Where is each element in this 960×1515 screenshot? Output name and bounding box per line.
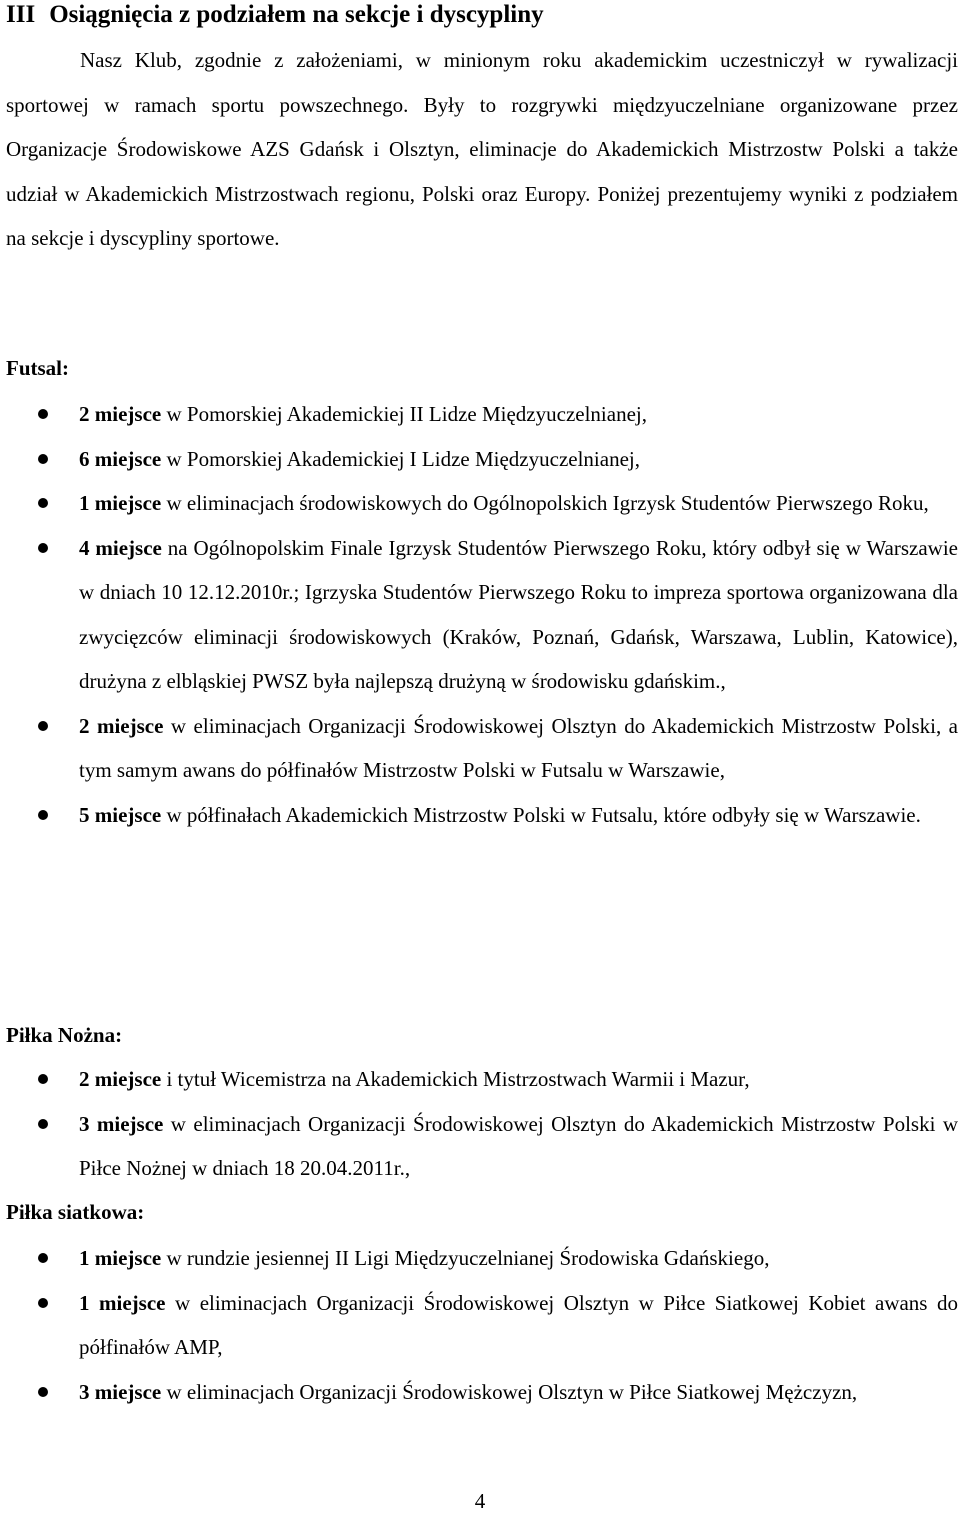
list-item — [0, 481, 960, 526]
list-item — [0, 1236, 960, 1281]
result-place: 1 miejsce — [79, 1290, 166, 1315]
result-place: 2 miejsce — [79, 713, 164, 738]
chapter-title: Osiągnięcia z podziałem na sekcje i dyscypliny — [49, 1, 544, 28]
results-list-pilka-siatkowa — [0, 1236, 960, 1414]
result-text: w Pomorskiej Akademickiej I Lidze Międzyuczelnianej, — [161, 446, 640, 471]
result-place: 1 miejsce — [79, 1246, 162, 1270]
list-item — [0, 1057, 960, 1102]
result-text: w eliminacjach Organizacji Środowiskowej Olsztyn w Piłce Siatkowej Mężczyzn, — [161, 1379, 858, 1404]
result-place: 3 miejsce — [79, 1111, 164, 1136]
result-place: 1 miejsce — [79, 491, 162, 515]
chapter-heading — [6, 0, 544, 30]
bullet-icon — [38, 1253, 48, 1263]
result-text: w eliminacjach Organizacji Środowiskowej Olsztyn do Akademickich Mistrzostw Polski w Piłce Nożnej w dniach 18 20.04.2011r., — [79, 1111, 958, 1180]
list-item — [0, 704, 960, 793]
result-place: 2 miejsce — [79, 402, 162, 426]
result-place: 2 miejsce — [79, 1067, 162, 1091]
result-place: 5 miejsce — [79, 802, 162, 827]
section-title-pilka-nozna: Piłka Nożna: — [6, 1023, 123, 1047]
bullet-icon — [38, 1387, 48, 1397]
result-text: i tytuł Wicemistrza na Akademickich Mistrzostwach Warmii i Mazur, — [161, 1067, 750, 1091]
bullet-icon — [38, 1119, 48, 1129]
bullet-icon — [38, 721, 48, 731]
bullet-icon — [38, 543, 48, 553]
bullet-icon — [38, 409, 48, 419]
list-item — [0, 793, 960, 838]
result-place: 4 miejsce — [79, 535, 162, 560]
result-place: 3 miejsce — [79, 1379, 162, 1404]
list-item — [0, 1102, 960, 1191]
chapter-number: III — [6, 1, 36, 28]
result-text: w półfinałach Akademickich Mistrzostw Polski w Futsalu, które odbyły się w Warszawie. — [161, 802, 921, 827]
section-title-futsal: Futsal: — [6, 356, 69, 380]
result-text: w eliminacjach Organizacji Środowiskowej Olsztyn do Akademickich Mistrzostw Polski, a tym samym awans do półfinałów Mistrzostw Polski w Futsalu w Warszawie, — [79, 713, 958, 782]
results-list-pilka-nozna — [0, 1057, 960, 1191]
result-place: 6 miejsce — [79, 446, 162, 471]
result-text: w rundzie jesiennej II Ligi Międzyuczelnianej Środowiska Gdańskiego, — [161, 1246, 770, 1270]
result-text: w Pomorskiej Akademickiej II Lidze Międzyuczelnianej, — [161, 402, 647, 426]
list-item — [0, 392, 960, 437]
bullet-icon — [38, 810, 48, 820]
bullet-icon — [38, 454, 48, 464]
list-item — [0, 1281, 960, 1370]
list-item — [0, 526, 960, 704]
list-item — [0, 1370, 960, 1415]
section-title-pilka-siatkowa: Piłka siatkowa: — [6, 1200, 145, 1224]
results-list-futsal — [0, 392, 960, 837]
bullet-icon — [38, 1074, 48, 1084]
result-text: w eliminacjach Organizacji Środowiskowej Olsztyn w Piłce Siatkowej Kobiet awans do półfinałów AMP, — [79, 1290, 958, 1359]
result-text: w eliminacjach środowiskowych do Ogólnopolskich Igrzysk Studentów Pierwszego Roku, — [161, 491, 929, 515]
intro-paragraph: Nasz Klub, zgodnie z założeniami, w minionym roku akademickim uczestniczył w rywalizacji sportowej w ramach sportu powszechnego. Były to rozgrywki międzyuczelniane organizowane przez Organizacje Środowiskowe AZS Gdańsk i Olsztyn, eliminacje do Akademickich Mistrzostw Polski a także udział w Akademickich Mistrzostwach regionu, Polski oraz Europy. Poniżej prezentujemy wyniki z podziałem na sekcje i dyscypliny sportowe. — [6, 48, 958, 250]
page-number: 4 — [474, 1489, 486, 1513]
result-text: na Ogólnopolskim Finale Igrzysk Studentów Pierwszego Roku, który odbył się w Warszawie w dniach 10 12.12.2010r.; Igrzyska Studentów Pierwszego Roku to impreza sportowa organizowana dla zwycięzców eliminacji środowiskowych (Kraków, Poznań, Gdańsk, Warszawa, Lublin, Katowice), drużyna z elbląskiej PWSZ była najlepszą drużyną w środowisku gdańskim., — [79, 535, 958, 693]
bullet-icon — [38, 1298, 48, 1308]
bullet-icon — [38, 498, 48, 508]
list-item — [0, 437, 960, 482]
